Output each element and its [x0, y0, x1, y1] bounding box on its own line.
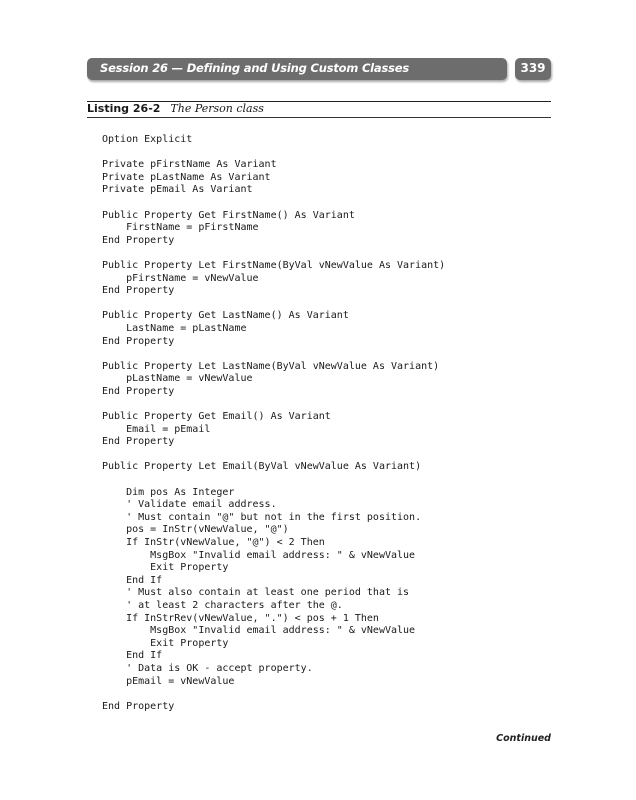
listing-title: The Person class [170, 102, 264, 115]
code-listing: Option Explicit Private pFirstName As Variant Private pLastName As Variant Private pEmail As Variant Public Property Get FirstName() As Variant FirstName = pFirstName End Property Public Property Let FirstName(ByVal vNewValue As Variant) pFirstName = vNewValue End Property Public Property Get LastName() As Variant LastName = pLastName End Property Public Property Let LastName(ByVal vNewValue As Variant) pLastName = vNewValue End Property Public Property Get Email() As Variant Email = pEmail End Property Public Property Let Email(ByVal vNewValue As Variant) Dim pos As Integer ' Validate email address. ' Must contain "@" but not in the first position. pos = InStr(vNewValue, "@") If InStr(vNewValue, "@") < 2 Then MsgBox "Invalid email address: " & vNewValue Exit Property End If ' Must also contain at least one period that is ' at least 2 characters after the @. If InStrRev(vNewValue, ".") < pos + 1 Then MsgBox "Invalid email address: " & vNewValue Exit Property End If ' Data is OK - accept property. pEmail = vNewValue End Property [102, 134, 446, 712]
running-header-bar [87, 58, 507, 80]
page-number: 339 [520, 61, 546, 75]
page-number-box [515, 58, 551, 80]
continued-label: Continued [496, 733, 551, 744]
running-header-title: Session 26 — Defining and Using Custom Classes [100, 61, 410, 75]
listing-caption [87, 102, 264, 116]
listing-label: Listing 26-2 [87, 102, 161, 115]
listing-bottom-rule [87, 117, 551, 118]
